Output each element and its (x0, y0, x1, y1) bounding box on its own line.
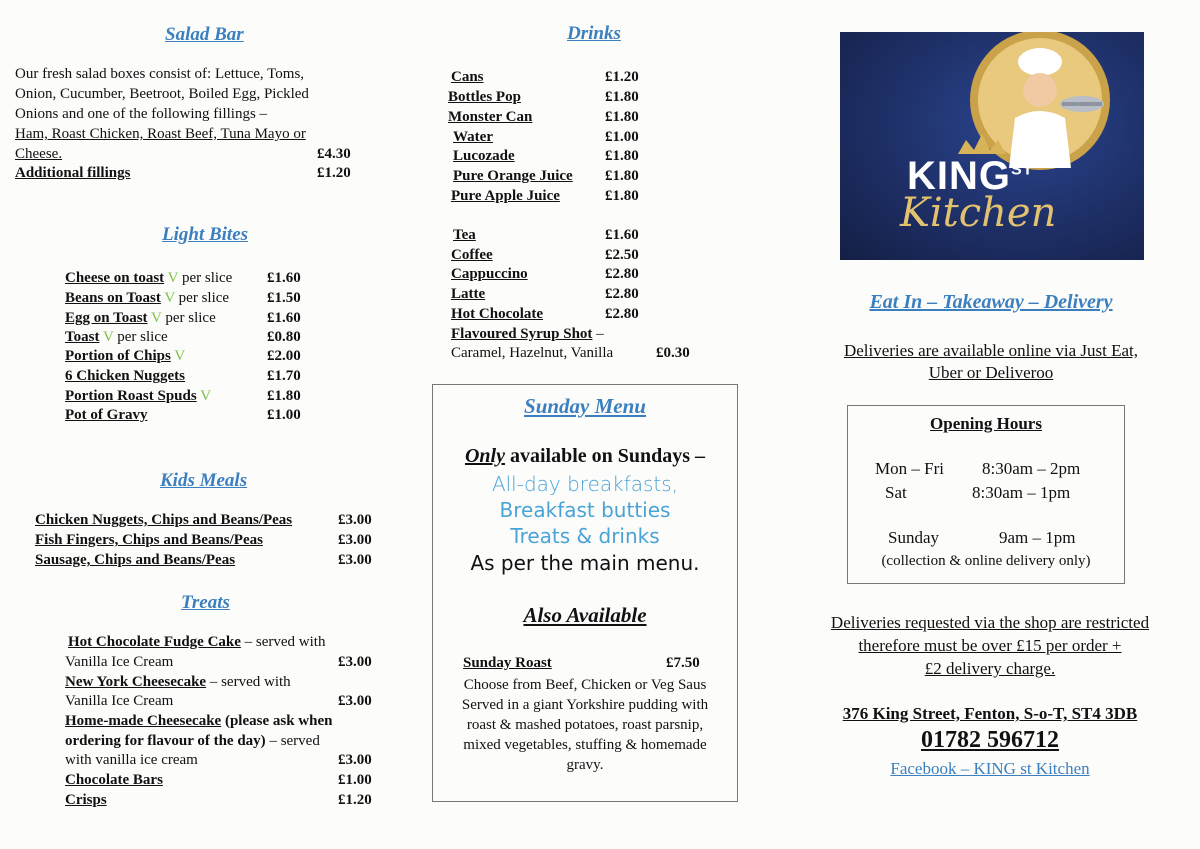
salad-desc-line: Ham, Roast Chicken, Roast Beef, Tuna Mayo or (15, 126, 306, 142)
menu-item: 6 Chicken Nuggets (65, 368, 186, 384)
hours-time: 9am – 1pm (999, 528, 1076, 547)
sunday-as-per: As per the main menu. (470, 551, 700, 575)
salad-price: £4.30 (317, 146, 351, 162)
drink-price: £2.80 (605, 306, 639, 322)
hours-day: Sat (885, 483, 907, 502)
sunday-roast-name: Sunday Roast (463, 655, 552, 671)
drink-item: Latte (451, 286, 486, 302)
drink-price: £1.60 (605, 227, 639, 243)
drink-price: £1.80 (605, 148, 639, 164)
item-price: £1.60 (267, 270, 301, 286)
vegetarian-icon: V (151, 310, 162, 326)
drink-item: Tea (453, 227, 476, 243)
drink-item: Cappuccino (451, 266, 528, 282)
menu-item: Chicken Nuggets, Chips and Beans/Peas (35, 512, 293, 528)
drink-price: £1.80 (605, 89, 639, 105)
drink-item: Pure Orange Juice (453, 168, 573, 184)
item-desc: Vanilla Ice Cream (65, 693, 174, 709)
delivery-restriction-text: Deliveries requested via the shop are restricted therefore must be over £15 per order + £2 delivery charge. (830, 613, 1150, 678)
light-bites-heading: Light Bites (162, 224, 249, 245)
menu-item: Chocolate Bars (65, 772, 163, 788)
item-price: £1.20 (338, 792, 372, 808)
drink-price: £2.80 (605, 286, 639, 302)
item-price: £1.50 (267, 290, 301, 306)
syrup-options: Caramel, Hazelnut, Vanilla (451, 345, 614, 361)
item-price: £0.80 (267, 329, 301, 345)
item-price: £1.00 (338, 772, 372, 788)
drink-item: Lucozade (453, 148, 515, 164)
sunday-line: All-day breakfasts, (491, 472, 679, 496)
drink-item: Monster Can (448, 109, 533, 125)
menu-item: Sausage, Chips and Beans/Peas (35, 552, 236, 568)
drink-price: £1.80 (605, 168, 639, 184)
address: 376 King Street, Fenton, S-o-T, ST4 3DB (842, 704, 1138, 723)
brand-kitchen: Kitchen (900, 190, 1057, 236)
drink-price: £1.00 (605, 129, 639, 145)
item-price: £3.00 (338, 552, 372, 568)
menu-item: Hot Chocolate Fudge Cake – served with (68, 634, 326, 650)
item-price: £3.00 (338, 532, 372, 548)
services-banner: Eat In – Takeaway – Delivery (869, 291, 1113, 313)
opening-hours-box (847, 405, 1125, 584)
menu-item: Home-made Cheesecake (please ask when (65, 713, 333, 729)
sunday-roast-price: £7.50 (666, 655, 700, 671)
opening-hours-title: Opening Hours (930, 414, 1042, 433)
also-available-heading: Also Available (523, 603, 647, 627)
sunday-menu-box (432, 384, 738, 802)
treats-heading: Treats (181, 592, 230, 613)
sunday-availability: Only available on Sundays – (464, 445, 706, 467)
menu-item: New York Cheesecake – served with (65, 674, 291, 690)
sunday-menu-heading: Sunday Menu (524, 394, 646, 418)
hours-time: 8:30am – 2pm (982, 459, 1081, 478)
item-desc: with vanilla ice cream (65, 752, 198, 768)
menu-item: Pot of Gravy (65, 407, 148, 423)
item-price: £1.80 (267, 388, 301, 404)
brand-logo (840, 32, 1144, 260)
item-price: £2.00 (267, 348, 301, 364)
drink-item: Hot Chocolate (451, 306, 544, 322)
salad-bar-heading: Salad Bar (165, 24, 244, 45)
menu-item: Egg on Toast V per slice (65, 310, 216, 326)
item-price: £3.00 (338, 693, 372, 709)
hours-time: 8:30am – 1pm (972, 483, 1071, 502)
additional-fillings-price: £1.20 (317, 165, 351, 181)
phone-number[interactable]: 01782 596712 (921, 727, 1059, 753)
menu-item: Toast V per slice (65, 329, 168, 345)
item-price: £1.00 (267, 407, 301, 423)
sunday-line: Breakfast butties (499, 498, 671, 522)
vegetarian-icon: V (200, 388, 212, 404)
vegetarian-icon: V (174, 348, 186, 364)
salad-desc-line: Cheese. (15, 146, 63, 162)
facebook-link[interactable]: Facebook – KING st Kitchen (890, 759, 1090, 778)
menu-item: Portion Roast Spuds V (65, 388, 212, 404)
menu-item: Fish Fingers, Chips and Beans/Peas (35, 532, 263, 548)
brand-king: $KING^{ST}$ (907, 154, 1034, 198)
item-desc: ordering for flavour of the day) – served (65, 733, 320, 749)
salad-desc-line: Our fresh salad boxes consist of: Lettuce, Toms, (15, 66, 305, 82)
kids-meals-heading: Kids Meals (160, 470, 248, 491)
salad-desc-line: Onions and one of the following fillings – (15, 106, 268, 122)
drink-price: £1.80 (605, 188, 639, 204)
drink-price: £2.50 (605, 247, 639, 263)
drink-item: Bottles Pop (448, 89, 521, 105)
drink-item: Cans (451, 69, 484, 85)
drink-item: Pure Apple Juice (451, 188, 560, 204)
drink-price: £0.30 (656, 345, 690, 361)
menu-item: Cheese on toast V per slice (65, 270, 233, 286)
vegetarian-icon: V (164, 290, 175, 306)
item-price: £1.70 (267, 368, 301, 384)
drink-price: £2.80 (605, 266, 639, 282)
vegetarian-icon: V (102, 329, 114, 345)
sunday-roast-desc: Choose from Beef, Chicken or Veg Saus Served in a giant Yorkshire pudding with roast & mashed potatoes, roast parsnip, mixed vegetables, stuffing & homemade gravy. (461, 677, 709, 773)
menu-item: Crisps (65, 792, 107, 808)
hours-day: Mon – Fri (875, 459, 944, 478)
menu-item: Beans on Toast V per slice (65, 290, 230, 306)
delivery-online-text: Deliveries are available online via Just Eat, Uber or Deliveroo (843, 341, 1139, 382)
drink-item: Flavoured Syrup Shot – (451, 326, 604, 342)
drink-price: £1.80 (605, 109, 639, 125)
additional-fillings-label: Additional fillings (15, 165, 131, 181)
item-price: £3.00 (338, 512, 372, 528)
item-price: £1.60 (267, 310, 301, 326)
vegetarian-icon: V (167, 270, 179, 286)
sunday-line: Treats & drinks (510, 524, 660, 548)
item-price: £3.00 (338, 654, 372, 670)
drinks-heading: Drinks (567, 23, 621, 44)
drink-item: Water (453, 129, 493, 145)
drink-item: Coffee (451, 247, 493, 263)
salad-desc-line: Onion, Cucumber, Beetroot, Boiled Egg, Pickled (15, 86, 309, 102)
item-desc: Vanilla Ice Cream (65, 654, 174, 670)
drink-price: £1.20 (605, 69, 639, 85)
item-price: £3.00 (338, 752, 372, 768)
menu-item: Portion of Chips V (65, 348, 186, 364)
hours-day: Sunday (888, 528, 939, 547)
hours-note: (collection & online delivery only) (881, 553, 1091, 569)
